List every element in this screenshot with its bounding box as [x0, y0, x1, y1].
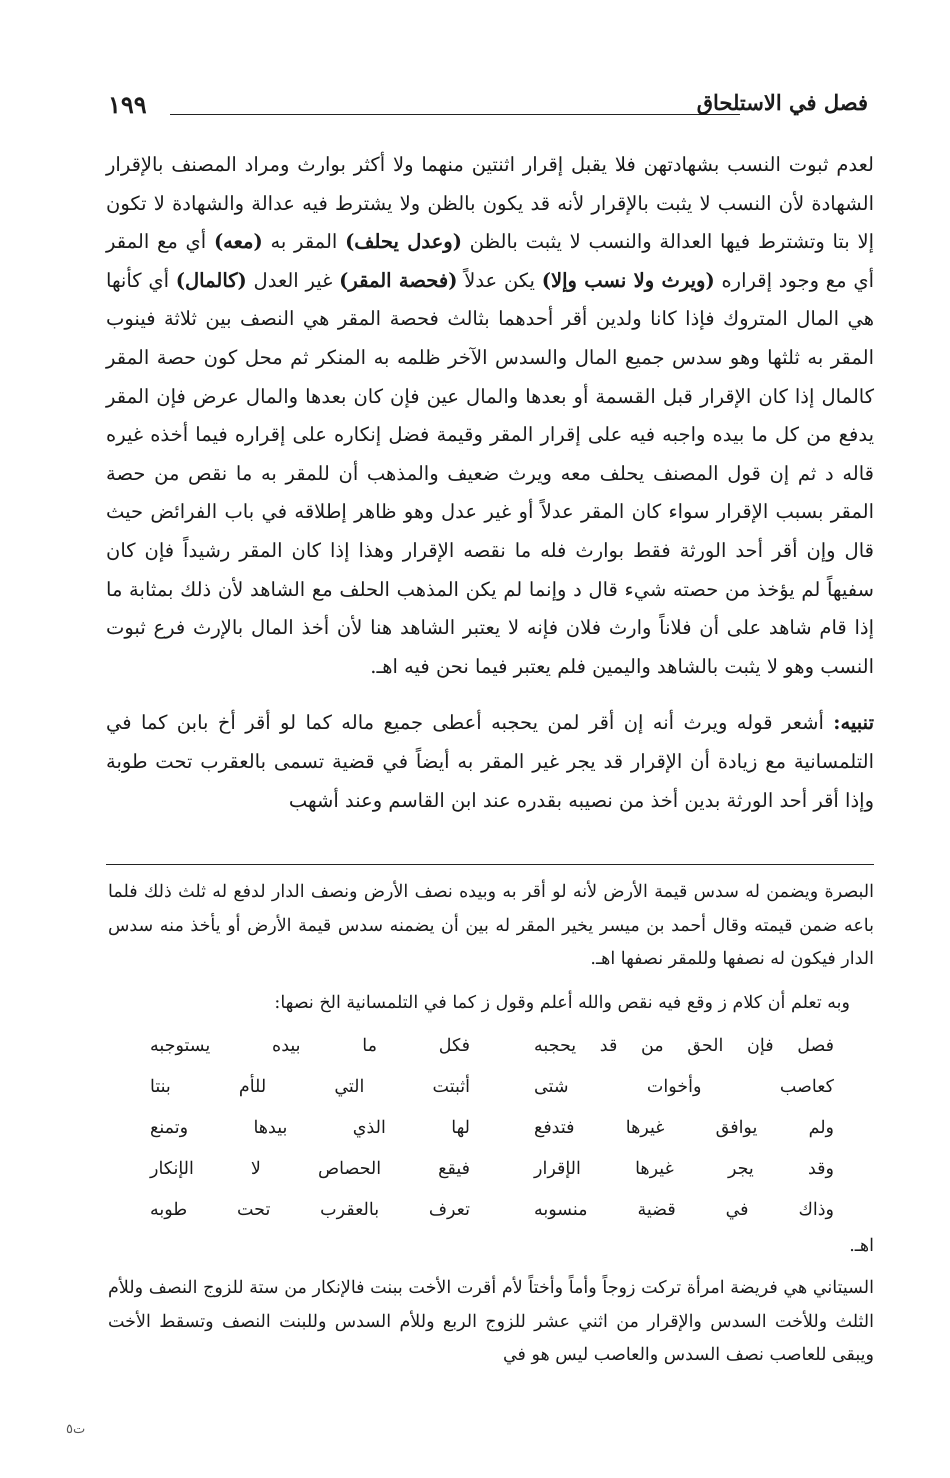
poem-hemistich: وقد يجر غيرها الإقرار: [534, 1159, 834, 1179]
poem-hemistich: أثبتت التي للأم بنتا: [150, 1077, 470, 1097]
matn-quote: (وعدل يحلف): [345, 230, 462, 254]
page-header: [108, 88, 868, 128]
footnote-paragraph: وبه تعلم أن كلام ز وقع فيه نقص والله أعلم وقول ز كما في التلمسانية الخ نصها:: [274, 992, 850, 1013]
poem-verse: [150, 1200, 834, 1241]
poem-hemistich: لها الذي بيدها وتمنع: [150, 1118, 470, 1138]
text-run: لعدم ثبوت النسب بشهادتهن فلا يقبل إقرار اثنتين منهما ولا أكثر بوارث ومراد المصنف بالإقرار الشهادة لأن النسب لا يثبت بالإقرار لأنه قد يكون بالظن ولا يشترط فيه عدالة والشهادة لا تكون إلا بتا وتشترط فيها العدالة والنسب لا يثبت بالظن: [106, 153, 875, 254]
main-paragraph: [106, 146, 874, 686]
footnote-paragraph: السيتاني هي فريضة امرأة تركت زوجاً وأماً وأختاً لأم أقرت الأخت ببنت فالإنكار من ستة للزوج النصف وللأم الثلث وللأخت السدس والإقرار من اثني عشر للزوج الربع وللأم السدس وللبنت النصف وتسقط الأخت ويبقى للعاصب نصف السدس والعاصب ليس هو في: [108, 1278, 874, 1365]
corner-mark: ت٥: [66, 1422, 86, 1437]
matn-quote: (معه): [213, 230, 263, 254]
poem-hemistich: فصل فإن الحق من قد يحجبه: [534, 1036, 834, 1056]
footnote-paragraph: البصرة ويضمن له سدس قيمة الأرض لأنه لو أقر به وبيده نصف الأرض ونصف الدار لدفع له ثلث ذلك فلما باعه ضمن قيمته وقال أحمد بن ميسر يخير المقر له بين أن يضمنه سدس قيمة الأرض أو يأخذ منه سدس الدار فيكون له نصفها وللمقر نصفها اهـ.: [108, 882, 874, 969]
text-run: أي مع المقر أي مع وجود إقراره: [106, 230, 875, 292]
matn-quote: (فحصة المقر): [339, 268, 458, 292]
footnotes: [108, 876, 874, 1020]
main-text: [106, 146, 874, 820]
text-run: غير العدل: [246, 268, 340, 292]
poem-hemistich: فيقع الحصاص لا الإنكار: [150, 1159, 470, 1179]
poem-verse: [150, 1036, 834, 1077]
matn-quote: (كالمال): [175, 268, 247, 292]
poem-hemistich: فكل ما بيده يستوجبه: [150, 1036, 470, 1056]
text-run: أي كأنها هي المال المتروك فإذا كانا ولدين أقر أحدهما بثالث فحصة المقر هي النصف بين ثلاثة فينوب المقر به ثلثها وهو سدس جميع المال والسدس الآخر ظلمه به المنكر ثم محل كون حصة المقر كالمال إذا كان الإقرار قبل القسمة أو بعدها والمال عين فإن كان بعدها والمال عرض فإن المقر يدفع من كل ما بيده واجبه فيه على إقرار المقر وقيمة فضل إنكاره على إقراره فيما أخذه غيره قاله د ثم إن قول المصنف يحلف معه ويرث ضعيف والمذهب أن للمقر به ما نقص من حصة المقر بسبب الإقرار سواء كان المقر عدلاً أو غير عدل وهو ظاهر إطلاقه في باب الفرائض حيث قال وإن أقر أحد الورثة فقط بوارث فله ما نقصه الإقرار وهذا إذا كان المقر رشيداً فإن كان سفيهاً لم يؤخذ من حصته شيء قال د وإنما لم يكن المذهب الحلف مع الشاهد لأن ذلك بمثابة ما إذا قام شاهد على أن فلاناً وارث فلان فإنه لا يعتبر الشاهد هنا لأن أخذ المال بالإرث فرع ثبوت النسب وهو لا يثبت بالشاهد واليمين فلم يعتبر فيما نحن فيه اهـ.: [106, 268, 874, 678]
poem-hemistich: وذاك في قضية منسوبه: [534, 1200, 834, 1220]
text-run: يكن عدلاً: [457, 268, 542, 292]
poem-verse: [150, 1118, 834, 1159]
footnotes-continued: [108, 1272, 874, 1373]
poem-hemistich: كعاصب وأخوات شتى: [534, 1077, 834, 1097]
text-run: المقر به: [262, 230, 346, 254]
poem-verse: [150, 1077, 834, 1118]
poem: [150, 1036, 834, 1241]
text-run: أشعر قوله ويرث أنه إن أقر لمن يحجبه أعطى جميع ماله كما لو أقر أخ بابن كما في التلمسانية مع زيادة أن الإقرار قد يجر غير المقر به أيضاً في قضية تسمى بالعقرب تحت طوبة وإذا أقر أحد الورثة بدين أخذ من نصيبه بقدره عند ابن القاسم وعند أشهب: [106, 711, 874, 812]
page-number: ١٩٩: [108, 90, 147, 119]
poem-hemistich: ولم يوافق غيرها فتدفع: [534, 1118, 834, 1138]
note-label: تنبيه:: [833, 711, 874, 735]
header-rule: [170, 114, 740, 115]
poem-hemistich: تعرف بالعقرب تحت طوبه: [150, 1200, 470, 1220]
note-paragraph: [106, 704, 874, 820]
matn-quote: (ويرث ولا نسب وإلا): [541, 268, 715, 292]
poem-end-mark: اهـ.: [849, 1236, 874, 1256]
footnote-separator: [106, 864, 874, 865]
poem-verse: [150, 1159, 834, 1200]
chapter-title: فصل في الاستلحاق: [696, 90, 868, 115]
